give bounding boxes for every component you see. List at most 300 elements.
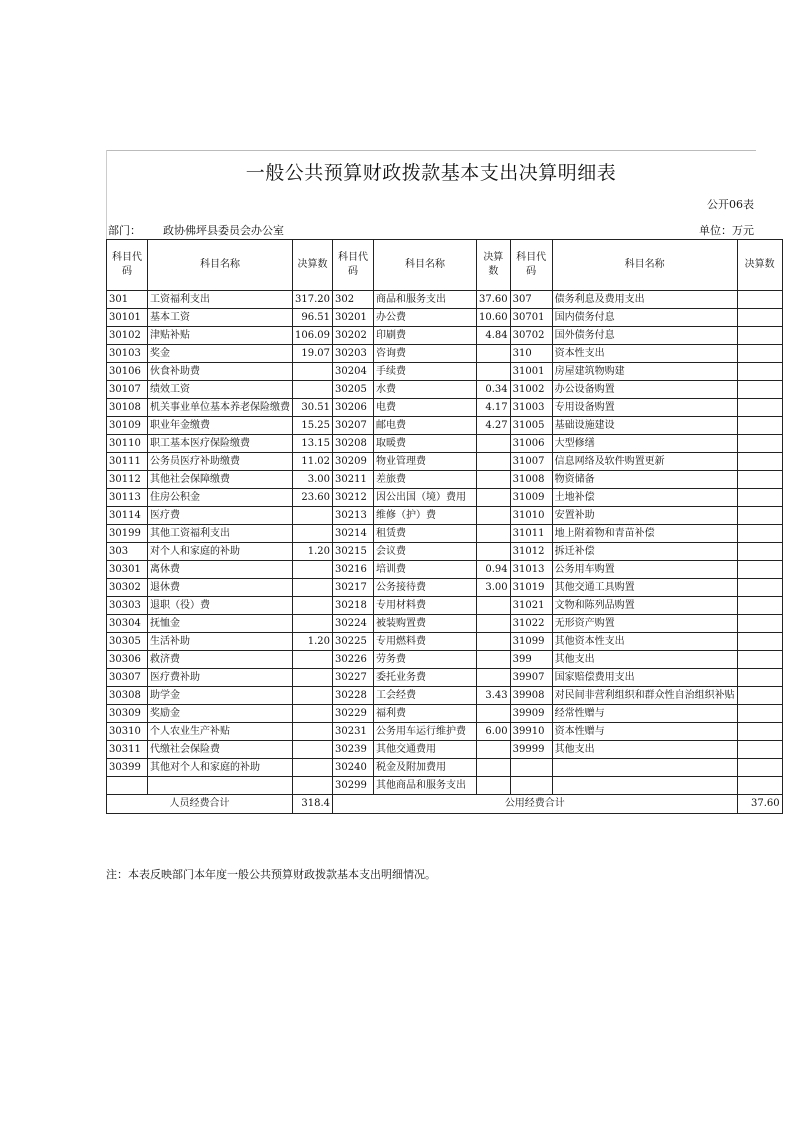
table-row	[107, 651, 783, 669]
name-cell: 对民间非营利组织和群众性自治组织补贴	[552, 687, 737, 705]
amount-cell	[293, 705, 333, 723]
name-cell: 资本性赠与	[552, 723, 737, 741]
name-cell: 其他对个人和家庭的补助	[148, 759, 293, 777]
amount-cell	[293, 669, 333, 687]
code-cell: 30212	[333, 489, 374, 507]
name-cell	[552, 777, 737, 795]
amount-cell	[477, 633, 511, 651]
name-cell: 公务用车运行维护费	[374, 723, 477, 741]
header-name-1: 科目名称	[148, 240, 293, 291]
code-cell: 31007	[510, 453, 552, 471]
name-cell: 其他工资福利支出	[148, 525, 293, 543]
amount-cell	[737, 489, 782, 507]
amount-cell	[737, 759, 782, 777]
code-cell: 30113	[107, 489, 148, 507]
department-label: 部门：	[108, 224, 141, 237]
name-cell: 抚恤金	[148, 615, 293, 633]
code-cell: 31013	[510, 561, 552, 579]
amount-cell	[477, 651, 511, 669]
amount-cell	[737, 633, 782, 651]
header-amount-1: 决算数	[293, 240, 333, 291]
code-cell: 30240	[333, 759, 374, 777]
code-cell	[510, 759, 552, 777]
amount-cell: 106.09	[293, 327, 333, 345]
table-row	[107, 327, 783, 345]
header-code-2: 科目代码	[333, 240, 374, 291]
personnel-total-value: 318.4	[293, 795, 333, 814]
code-cell: 307	[510, 291, 552, 309]
amount-cell: 317.20	[293, 291, 333, 309]
amount-cell	[477, 471, 511, 489]
table-row	[107, 471, 783, 489]
amount-cell	[477, 777, 511, 795]
name-cell: 水费	[374, 381, 477, 399]
amount-cell: 1.20	[293, 633, 333, 651]
amount-cell	[737, 669, 782, 687]
name-cell: 基本工资	[148, 309, 293, 327]
code-cell: 31009	[510, 489, 552, 507]
code-cell: 30206	[333, 399, 374, 417]
name-cell: 土地补偿	[552, 489, 737, 507]
code-cell: 39907	[510, 669, 552, 687]
amount-cell	[293, 777, 333, 795]
code-cell: 30310	[107, 723, 148, 741]
amount-cell: 6.00	[477, 723, 511, 741]
amount-cell: 13.15	[293, 435, 333, 453]
code-cell: 31003	[510, 399, 552, 417]
table-row	[107, 723, 783, 741]
amount-cell: 4.17	[477, 399, 511, 417]
name-cell: 电费	[374, 399, 477, 417]
code-cell: 30208	[333, 435, 374, 453]
amount-cell	[737, 453, 782, 471]
code-cell: 30110	[107, 435, 148, 453]
name-cell: 安置补助	[552, 507, 737, 525]
name-cell: 国内债务付息	[552, 309, 737, 327]
code-cell: 30107	[107, 381, 148, 399]
amount-cell	[293, 561, 333, 579]
amount-cell	[477, 453, 511, 471]
table-row	[107, 561, 783, 579]
amount-cell: 4.27	[477, 417, 511, 435]
amount-cell	[737, 579, 782, 597]
amount-cell: 96.51	[293, 309, 333, 327]
amount-cell: 0.94	[477, 561, 511, 579]
table-row	[107, 597, 783, 615]
name-cell: 会议费	[374, 543, 477, 561]
amount-cell	[293, 759, 333, 777]
code-cell: 30701	[510, 309, 552, 327]
code-cell: 30217	[333, 579, 374, 597]
code-cell: 30302	[107, 579, 148, 597]
code-cell: 31012	[510, 543, 552, 561]
code-cell: 30225	[333, 633, 374, 651]
name-cell: 专用材料费	[374, 597, 477, 615]
table-row	[107, 525, 783, 543]
amount-cell	[477, 759, 511, 777]
name-cell: 奖金	[148, 345, 293, 363]
table-row	[107, 543, 783, 561]
code-cell: 30201	[333, 309, 374, 327]
code-cell: 301	[107, 291, 148, 309]
name-cell: 福利费	[374, 705, 477, 723]
table-row	[107, 345, 783, 363]
table-row	[107, 705, 783, 723]
header-name-2: 科目名称	[374, 240, 477, 291]
name-cell: 手续费	[374, 363, 477, 381]
amount-cell	[737, 615, 782, 633]
code-cell: 31002	[510, 381, 552, 399]
table-row	[107, 363, 783, 381]
code-cell: 39910	[510, 723, 552, 741]
amount-cell: 3.00	[477, 579, 511, 597]
department-line	[108, 222, 284, 238]
name-cell: 房屋建筑物购建	[552, 363, 737, 381]
code-cell: 30399	[107, 759, 148, 777]
personnel-total-label: 人员经费合计	[107, 795, 293, 814]
amount-cell	[477, 615, 511, 633]
code-cell: 30111	[107, 453, 148, 471]
top-rule	[106, 150, 756, 151]
footnote: 注：本表反映部门本年度一般公共预算财政拨款基本支出明细情况。	[106, 868, 436, 881]
amount-cell	[293, 651, 333, 669]
name-cell: 物业管理费	[374, 453, 477, 471]
name-cell: 文物和陈列品购置	[552, 597, 737, 615]
name-cell: 邮电费	[374, 417, 477, 435]
amount-cell: 23.60	[293, 489, 333, 507]
amount-cell	[737, 597, 782, 615]
code-cell: 30228	[333, 687, 374, 705]
code-cell: 30303	[107, 597, 148, 615]
name-cell: 机关事业单位基本养老保险缴费	[148, 399, 293, 417]
code-cell: 30101	[107, 309, 148, 327]
amount-cell	[737, 687, 782, 705]
name-cell: 劳务费	[374, 651, 477, 669]
amount-cell	[477, 741, 511, 759]
name-cell: 其他支出	[552, 651, 737, 669]
amount-cell	[737, 399, 782, 417]
table-row	[107, 453, 783, 471]
name-cell: 办公费	[374, 309, 477, 327]
table-row	[107, 381, 783, 399]
name-cell: 信息网络及软件购置更新	[552, 453, 737, 471]
amount-cell	[737, 345, 782, 363]
name-cell: 退职（役）费	[148, 597, 293, 615]
table-row	[107, 777, 783, 795]
amount-cell	[737, 507, 782, 525]
name-cell: 大型修缮	[552, 435, 737, 453]
code-cell: 30207	[333, 417, 374, 435]
code-cell: 31006	[510, 435, 552, 453]
table-header-row	[107, 240, 783, 291]
code-cell: 30231	[333, 723, 374, 741]
table-row	[107, 633, 783, 651]
amount-cell	[293, 579, 333, 597]
table-row	[107, 615, 783, 633]
amount-cell	[737, 723, 782, 741]
table-row	[107, 489, 783, 507]
code-cell: 30216	[333, 561, 374, 579]
code-cell: 399	[510, 651, 552, 669]
amount-cell	[737, 363, 782, 381]
code-cell: 31022	[510, 615, 552, 633]
code-cell: 31019	[510, 579, 552, 597]
amount-cell	[737, 561, 782, 579]
code-cell: 30306	[107, 651, 148, 669]
amount-cell	[477, 489, 511, 507]
code-cell: 30227	[333, 669, 374, 687]
code-cell: 30103	[107, 345, 148, 363]
code-cell: 30307	[107, 669, 148, 687]
amount-cell: 37.60	[477, 291, 511, 309]
amount-cell	[293, 525, 333, 543]
amount-cell: 1.20	[293, 543, 333, 561]
code-cell: 30218	[333, 597, 374, 615]
name-cell	[552, 759, 737, 777]
table-row	[107, 309, 783, 327]
code-cell: 30109	[107, 417, 148, 435]
code-cell: 30308	[107, 687, 148, 705]
header-code-3: 科目代码	[510, 240, 552, 291]
code-cell: 39999	[510, 741, 552, 759]
code-cell: 39909	[510, 705, 552, 723]
amount-cell	[293, 687, 333, 705]
name-cell: 税金及附加费用	[374, 759, 477, 777]
expenditure-table	[106, 239, 783, 814]
name-cell: 被装购置费	[374, 615, 477, 633]
public-total-value: 37.60	[737, 795, 782, 814]
table-row	[107, 687, 783, 705]
name-cell: 绩效工资	[148, 381, 293, 399]
amount-cell	[477, 507, 511, 525]
code-cell: 302	[333, 291, 374, 309]
name-cell: 培训费	[374, 561, 477, 579]
name-cell: 物资储备	[552, 471, 737, 489]
name-cell: 经常性赠与	[552, 705, 737, 723]
name-cell: 国家赔偿费用支出	[552, 669, 737, 687]
name-cell: 其他交通费用	[374, 741, 477, 759]
name-cell: 专用燃料费	[374, 633, 477, 651]
amount-cell	[737, 471, 782, 489]
amount-cell	[477, 597, 511, 615]
name-cell: 津贴补贴	[148, 327, 293, 345]
code-cell: 30108	[107, 399, 148, 417]
header-amount-2: 决算数	[477, 240, 511, 291]
amount-cell	[477, 543, 511, 561]
code-cell: 31005	[510, 417, 552, 435]
table-body	[107, 291, 783, 795]
amount-cell: 4.84	[477, 327, 511, 345]
amount-cell	[477, 525, 511, 543]
table-row	[107, 291, 783, 309]
name-cell: 工会经费	[374, 687, 477, 705]
table-row	[107, 579, 783, 597]
code-cell: 30311	[107, 741, 148, 759]
code-cell: 30209	[333, 453, 374, 471]
public-total-label: 公用经费合计	[333, 795, 738, 814]
name-cell: 国外债务付息	[552, 327, 737, 345]
code-cell: 30213	[333, 507, 374, 525]
code-cell: 31021	[510, 597, 552, 615]
name-cell: 职工基本医疗保险缴费	[148, 435, 293, 453]
amount-cell	[477, 363, 511, 381]
name-cell: 医疗费	[148, 507, 293, 525]
name-cell: 地上附着物和青苗补偿	[552, 525, 737, 543]
code-cell: 30301	[107, 561, 148, 579]
name-cell: 对个人和家庭的补助	[148, 543, 293, 561]
name-cell: 无形资产购置	[552, 615, 737, 633]
name-cell: 个人农业生产补贴	[148, 723, 293, 741]
amount-cell	[293, 363, 333, 381]
code-cell: 39908	[510, 687, 552, 705]
table-row	[107, 759, 783, 777]
amount-cell	[737, 309, 782, 327]
code-cell: 30214	[333, 525, 374, 543]
name-cell: 咨询费	[374, 345, 477, 363]
form-code: 公开06表	[707, 198, 754, 211]
amount-cell: 0.34	[477, 381, 511, 399]
code-cell: 30204	[333, 363, 374, 381]
name-cell: 其他资本性支出	[552, 633, 737, 651]
name-cell: 职业年金缴费	[148, 417, 293, 435]
name-cell: 委托业务费	[374, 669, 477, 687]
name-cell: 公务员医疗补助缴费	[148, 453, 293, 471]
page-title: 一般公共预算财政拨款基本支出决算明细表	[245, 162, 617, 184]
department-name: 政协佛坪县委员会办公室	[163, 224, 284, 237]
amount-cell	[477, 435, 511, 453]
amount-cell	[737, 543, 782, 561]
name-cell: 租赁费	[374, 525, 477, 543]
amount-cell	[293, 615, 333, 633]
code-cell: 31001	[510, 363, 552, 381]
name-cell: 退休费	[148, 579, 293, 597]
table-row	[107, 507, 783, 525]
name-cell: 公务接待费	[374, 579, 477, 597]
code-cell: 310	[510, 345, 552, 363]
code-cell: 30106	[107, 363, 148, 381]
code-cell	[510, 777, 552, 795]
code-cell: 30224	[333, 615, 374, 633]
amount-cell: 11.02	[293, 453, 333, 471]
code-cell: 30112	[107, 471, 148, 489]
amount-cell: 3.43	[477, 687, 511, 705]
amount-cell	[293, 381, 333, 399]
amount-cell	[737, 327, 782, 345]
name-cell: 其他交通工具购置	[552, 579, 737, 597]
amount-cell: 15.25	[293, 417, 333, 435]
unit-label: 单位：万元	[699, 224, 754, 237]
name-cell: 其他社会保障缴费	[148, 471, 293, 489]
table-row	[107, 417, 783, 435]
name-cell: 取暖费	[374, 435, 477, 453]
amount-cell	[293, 597, 333, 615]
amount-cell	[477, 705, 511, 723]
amount-cell: 3.00	[293, 471, 333, 489]
amount-cell	[737, 777, 782, 795]
code-cell: 30229	[333, 705, 374, 723]
amount-cell	[477, 345, 511, 363]
name-cell: 公务用车购置	[552, 561, 737, 579]
name-cell: 商品和服务支出	[374, 291, 477, 309]
amount-cell	[737, 525, 782, 543]
code-cell: 30304	[107, 615, 148, 633]
name-cell: 奖励金	[148, 705, 293, 723]
amount-cell: 19.07	[293, 345, 333, 363]
amount-cell	[293, 741, 333, 759]
code-cell: 30211	[333, 471, 374, 489]
name-cell: 专用设备购置	[552, 399, 737, 417]
name-cell: 拆迁补偿	[552, 543, 737, 561]
name-cell: 救济费	[148, 651, 293, 669]
name-cell: 维修（护）费	[374, 507, 477, 525]
code-cell: 31010	[510, 507, 552, 525]
amount-cell	[737, 651, 782, 669]
name-cell: 因公出国（境）费用	[374, 489, 477, 507]
name-cell: 代缴社会保险费	[148, 741, 293, 759]
amount-cell	[737, 291, 782, 309]
name-cell: 其他支出	[552, 741, 737, 759]
name-cell: 基础设施建设	[552, 417, 737, 435]
table-row	[107, 669, 783, 687]
name-cell: 办公设备购置	[552, 381, 737, 399]
code-cell: 31099	[510, 633, 552, 651]
amount-cell	[737, 705, 782, 723]
code-cell: 30114	[107, 507, 148, 525]
code-cell: 30203	[333, 345, 374, 363]
code-cell: 30205	[333, 381, 374, 399]
name-cell: 伙食补助费	[148, 363, 293, 381]
totals-row	[107, 795, 783, 814]
header-code-1: 科目代码	[107, 240, 148, 291]
amount-cell: 30.51	[293, 399, 333, 417]
code-cell: 30202	[333, 327, 374, 345]
code-cell: 30199	[107, 525, 148, 543]
table-row	[107, 741, 783, 759]
amount-cell	[477, 669, 511, 687]
code-cell: 30309	[107, 705, 148, 723]
table-row	[107, 435, 783, 453]
name-cell	[148, 777, 293, 795]
code-cell: 31008	[510, 471, 552, 489]
name-cell: 生活补助	[148, 633, 293, 651]
name-cell: 资本性支出	[552, 345, 737, 363]
code-cell: 30305	[107, 633, 148, 651]
code-cell: 30226	[333, 651, 374, 669]
amount-cell	[293, 507, 333, 525]
name-cell: 债务利息及费用支出	[552, 291, 737, 309]
name-cell: 印刷费	[374, 327, 477, 345]
amount-cell: 10.60	[477, 309, 511, 327]
name-cell: 医疗费补助	[148, 669, 293, 687]
name-cell: 差旅费	[374, 471, 477, 489]
code-cell: 30702	[510, 327, 552, 345]
amount-cell	[737, 381, 782, 399]
code-cell: 303	[107, 543, 148, 561]
amount-cell	[737, 741, 782, 759]
name-cell: 助学金	[148, 687, 293, 705]
header-amount-3: 决算数	[737, 240, 782, 291]
code-cell: 30299	[333, 777, 374, 795]
code-cell: 31011	[510, 525, 552, 543]
amount-cell	[737, 417, 782, 435]
name-cell: 工资福利支出	[148, 291, 293, 309]
table-row	[107, 399, 783, 417]
code-cell: 30239	[333, 741, 374, 759]
amount-cell	[737, 435, 782, 453]
name-cell: 离休费	[148, 561, 293, 579]
code-cell: 30102	[107, 327, 148, 345]
code-cell: 30215	[333, 543, 374, 561]
